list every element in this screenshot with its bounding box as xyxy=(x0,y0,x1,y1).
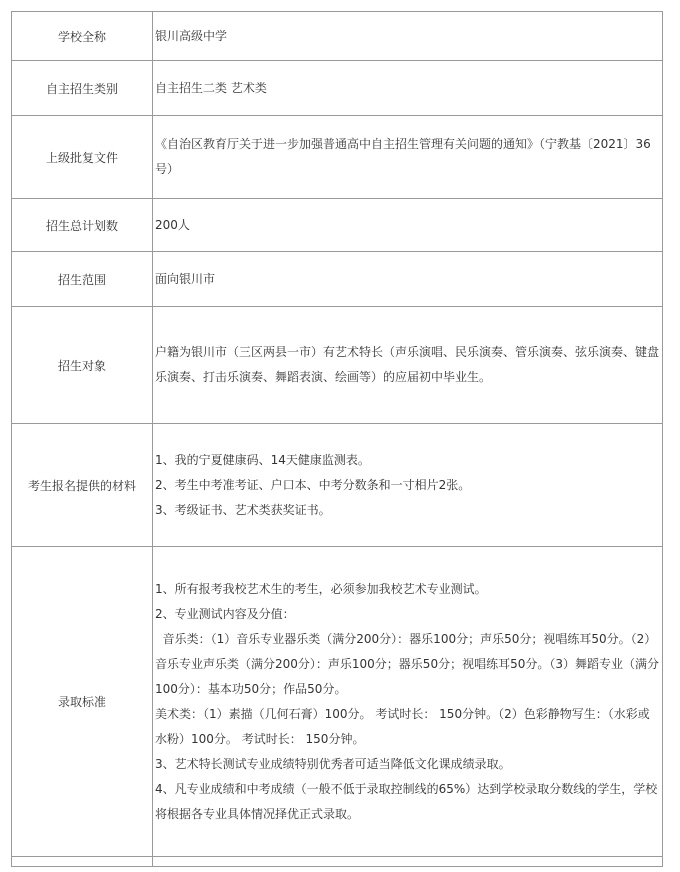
criteria-line: 美术类：（1）素描（几何石膏）100分。 考试时长： 150分钟。（2）色彩静物写生：（水彩或水粉）100分。 考试时长： 150分钟。 xyxy=(155,706,650,746)
value-category: 自主招生二类 艺术类 xyxy=(153,61,663,116)
row-quota xyxy=(12,199,663,252)
materials-line: 3、考级证书、艺术类获奖证书。 xyxy=(155,502,331,517)
row-target xyxy=(12,307,663,424)
value-school: 银川高级中学 xyxy=(153,12,663,61)
criteria-line: 2、专业测试内容及分值： xyxy=(155,606,295,621)
row-materials xyxy=(12,424,663,547)
label-school: 学校全称 xyxy=(12,12,153,61)
materials-line: 2、考生中考准考证、户口本、中考分数条和一寸相片2张。 xyxy=(155,477,471,492)
criteria-line: 1、所有报考我校艺术生的考生，必须参加我校艺术专业测试。 xyxy=(155,581,487,596)
criteria-line: 4、凡专业成绩和中考成绩（一般不低于录取控制线的65%）达到学校录取分数线的学生，学校将根据各专业具体情况择优正式录取。 xyxy=(155,781,658,821)
value-scope: 面向银川市 xyxy=(153,252,663,307)
label-materials: 考生报名提供的材料 xyxy=(12,424,153,547)
label-document: 上级批复文件 xyxy=(12,116,153,199)
materials-line: 1、我的宁夏健康码、14天健康监测表。 xyxy=(155,452,370,467)
label-quota: 招生总计划数 xyxy=(12,199,153,252)
row-criteria xyxy=(12,547,663,857)
criteria-line: 3、艺术特长测试专业成绩特别优秀者可适当降低文化课成绩录取。 xyxy=(155,756,511,771)
value-materials xyxy=(153,424,663,547)
row-scope xyxy=(12,252,663,307)
admission-info-table xyxy=(11,11,663,867)
row-empty xyxy=(12,857,663,867)
criteria-line: 音乐类：（1）音乐专业器乐类（满分200分）：器乐100分；声乐50分；视唱练耳50分。（2）音乐专业声乐类（满分200分）：声乐100分；器乐50分；视唱练耳50分。（3）舞蹈专业（满分100分）：基本功50分；作品50分。 xyxy=(155,631,659,696)
row-category xyxy=(12,61,663,116)
value-document: 《自治区教育厅关于进一步加强普通高中自主招生管理有关问题的通知》（宁教基〔2021〕36号） xyxy=(153,116,663,199)
label-criteria: 录取标准 xyxy=(12,547,153,857)
value-empty xyxy=(153,857,663,867)
label-category: 自主招生类别 xyxy=(12,61,153,116)
label-target: 招生对象 xyxy=(12,307,153,424)
value-criteria xyxy=(153,547,663,857)
value-target: 户籍为银川市（三区两县一市）有艺术特长（声乐演唱、民乐演奏、管乐演奏、弦乐演奏、键盘乐演奏、打击乐演奏、舞蹈表演、绘画等）的应届初中毕业生。 xyxy=(153,307,663,424)
label-scope: 招生范围 xyxy=(12,252,153,307)
row-document xyxy=(12,116,663,199)
value-quota: 200人 xyxy=(153,199,663,252)
row-school xyxy=(12,12,663,61)
label-empty xyxy=(12,857,153,867)
